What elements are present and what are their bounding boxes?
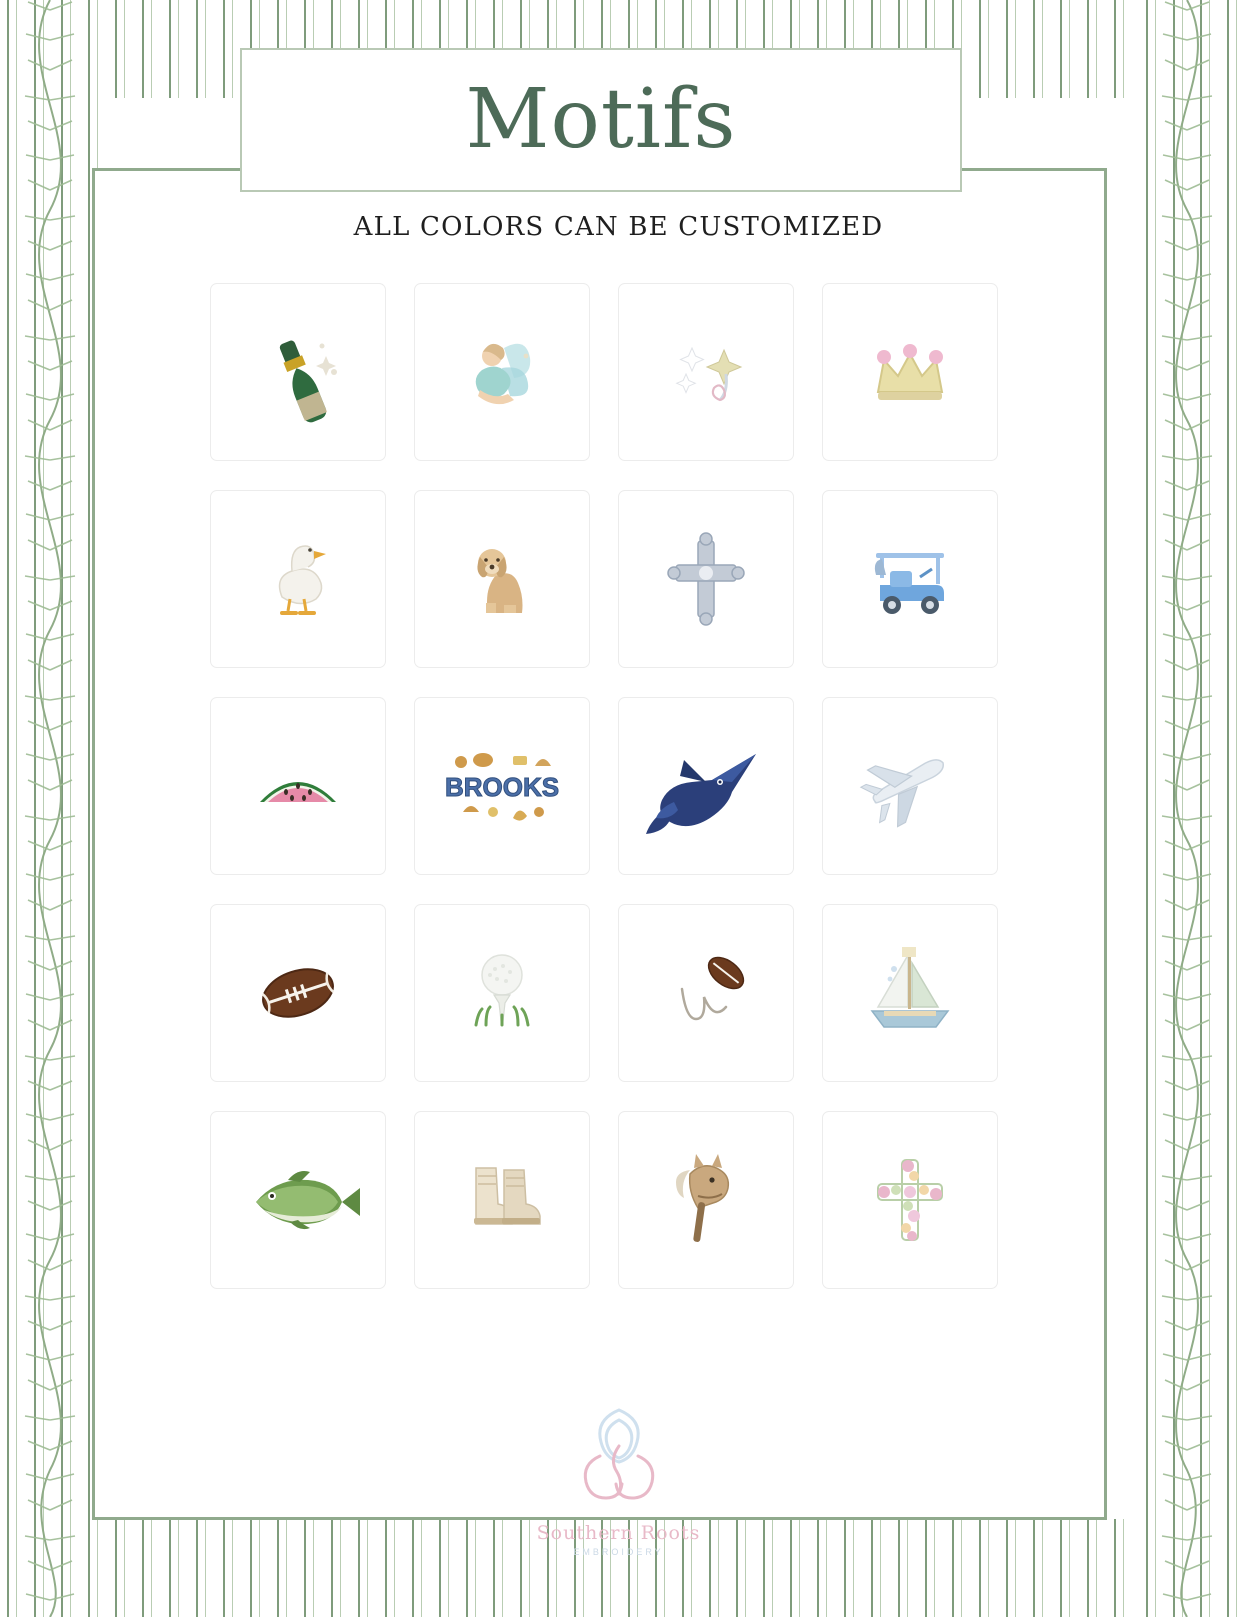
floral-cross-icon [850, 1140, 970, 1260]
vine-garland-left [2, 0, 98, 1617]
svg-text:BROOKS: BROOKS [444, 772, 560, 802]
motif-tile-watermelon-slice[interactable] [210, 697, 386, 875]
page-title: Motifs [465, 72, 737, 167]
golf-ball-tee-icon [442, 933, 562, 1053]
motif-tile-airplane[interactable] [822, 697, 998, 875]
vine-garland-right [1139, 0, 1235, 1617]
monogram-icon [554, 1402, 684, 1520]
golf-cart-icon [850, 519, 970, 639]
motif-tile-champagne-bottle[interactable] [210, 283, 386, 461]
kicked-football-icon [646, 933, 766, 1053]
motif-tile-goose[interactable] [210, 490, 386, 668]
motif-tile-football[interactable] [210, 904, 386, 1082]
magic-wand-stars-icon [646, 312, 766, 432]
motif-grid [210, 283, 1002, 1289]
title-plate [240, 48, 962, 192]
motif-tile-sailboat[interactable] [822, 904, 998, 1082]
watermelon-slice-icon [238, 726, 358, 846]
motif-tile-magic-wand-stars[interactable] [618, 283, 794, 461]
motif-tile-kicked-football[interactable] [618, 904, 794, 1082]
motif-tile-brooks-name[interactable] [414, 697, 590, 875]
motif-tile-golf-ball-tee[interactable] [414, 904, 590, 1082]
football-icon [238, 933, 358, 1053]
motif-tile-stick-horse[interactable] [618, 1111, 794, 1289]
ornate-cross-icon [646, 519, 766, 639]
sailboat-icon [850, 933, 970, 1053]
goose-icon [238, 519, 358, 639]
airplane-icon [850, 726, 970, 846]
motif-tile-crown[interactable] [822, 283, 998, 461]
brooks-name-icon [427, 726, 577, 846]
motif-tile-golden-retriever[interactable] [414, 490, 590, 668]
logo-tagline: EMBROIDERY [573, 1547, 664, 1557]
marlin-fish-icon [636, 726, 776, 846]
motif-tile-fairy[interactable] [414, 283, 590, 461]
fairy-icon [442, 312, 562, 432]
motif-tile-cowboy-boots[interactable] [414, 1111, 590, 1289]
motif-tile-golf-cart[interactable] [822, 490, 998, 668]
champagne-bottle-icon [238, 312, 358, 432]
golden-retriever-icon [442, 519, 562, 639]
page-subtitle: ALL COLORS CAN BE CUSTOMIZED [353, 212, 884, 242]
logo-name: Southern Roots [536, 1522, 701, 1544]
motif-tile-marlin-fish[interactable] [618, 697, 794, 875]
bass-fish-icon [228, 1140, 368, 1260]
cowboy-boots-icon [442, 1140, 562, 1260]
crown-icon [850, 312, 970, 432]
motif-tile-floral-cross[interactable] [822, 1111, 998, 1289]
motif-tile-bass-fish[interactable] [210, 1111, 386, 1289]
brand-logo [0, 1402, 1237, 1557]
motif-tile-ornate-cross[interactable] [618, 490, 794, 668]
stick-horse-icon [646, 1140, 766, 1260]
